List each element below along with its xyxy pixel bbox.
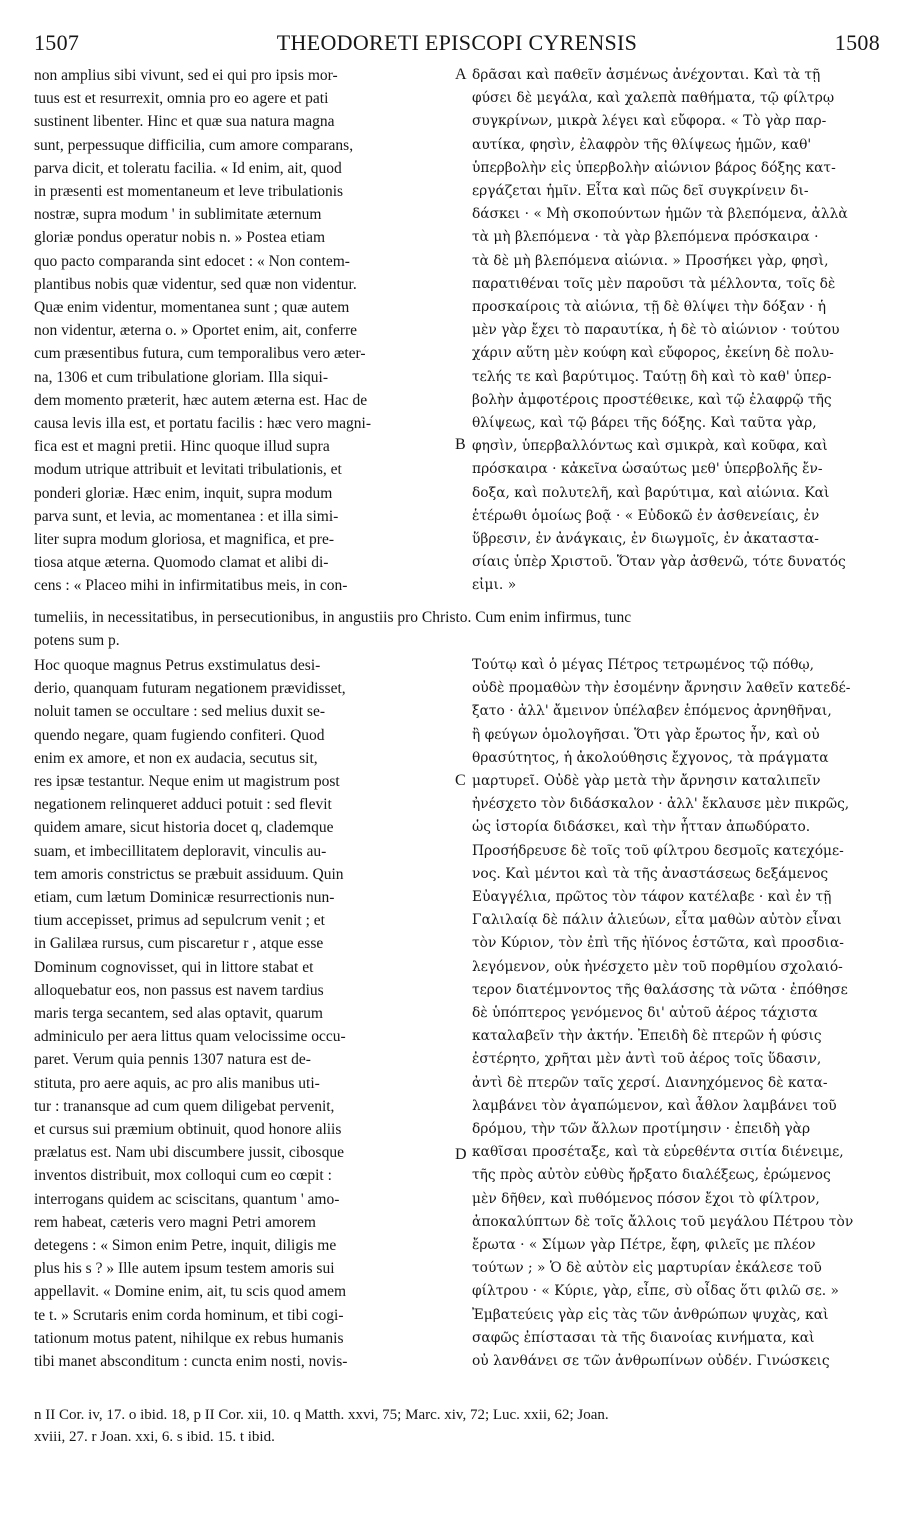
- greek-line: προσκαίροις τὰ αἰώνια, τῇ δὲ θλίψει τὴν δόξαν · ἡ: [472, 299, 827, 316]
- latin-column-bottom: [34, 654, 450, 1373]
- greek-line: αυτίκα, φησὶν, ἐλαφρὸν τῆς θλίψεως ἡμῶν, καθ': [472, 136, 812, 153]
- latin-line: appellavit. « Domine enim, ait, tu scis quod amem: [34, 1283, 347, 1301]
- greek-line: ἀποκαλύπτων δὲ τοῖς ἄλλοις τοῦ μεγάλου Πέτρου τὸν: [472, 1213, 854, 1230]
- greek-line: δοξα, καὶ πολυτελῆ, καὶ βαρύτιμα, καὶ αἰώνια. Καὶ: [472, 484, 830, 501]
- latin-line: stituta, pro aere aquis, ac pro alis manibus uti-: [34, 1074, 320, 1092]
- latin-line: suam, et imbecillitatem deploravit, vinculis au-: [34, 842, 327, 860]
- greek-line: ὡς ἱστορία διδάσκει, καὶ τὴν ἧτταν ἀπωδύρατο.: [472, 819, 811, 836]
- margin-marker-b: B: [455, 436, 466, 453]
- greek-line: μὲν δῆθεν, καὶ πυθόμενος πόσον ἔχοι τὸ φίλτρον,: [472, 1190, 820, 1207]
- footnote-line: n II Cor. iv, 17. o ibid. 18, p II Cor. xii, 10. q Matth. xxvi, 75; Marc. xiv, 72; Luc. xxii, 62; Joan.: [34, 1407, 609, 1423]
- latin-line: te t. » Scrutaris enim corda hominum, et tibi cogi-: [34, 1306, 344, 1324]
- latin-line: tuus est et resurrexit, omnia pro eo agere et pati: [34, 90, 329, 108]
- latin-line: tationum motus patent, nihilque ex rebus humanis: [34, 1329, 344, 1347]
- latin-line: parva dicit, et toleratu facilia. « Id enim, ait, quod: [34, 159, 342, 177]
- latin-line: res ipsæ testantur. Neque enim ut magistrum post: [34, 773, 340, 791]
- latin-line: plantibus nobis quæ videntur, sed quæ non videntur.: [34, 275, 357, 293]
- greek-line: εἰμι. »: [472, 577, 517, 594]
- latin-line: quo pacto comparanda sint edocet : « Non contem-: [34, 252, 350, 270]
- latin-line: noluit tamen se occultare : sed melius duxit se-: [34, 703, 325, 721]
- greek-line: παρατιθέναι τοῖς μὲν παροῦσι τὰ μέλλοντα, τοῖς δὲ: [472, 275, 836, 292]
- latin-line: inventos distribuit, mox colloqui cum eo cœpit :: [34, 1167, 332, 1185]
- greek-line: τούτων ; » Ὁ δὲ αὐτὸν εἰς μαρτυρίαν ἐκάλεσε τοῦ: [472, 1260, 822, 1277]
- greek-line: λαμβάνει τὸν ἀγαπώμενον, καὶ ἆθλον λαμβάνει τοῦ: [472, 1097, 837, 1114]
- greek-line: θρασύτητος, ἡ ἀκολούθησις ἔχγονος, τὰ πράγματα: [472, 749, 829, 766]
- footnote-line: xviii, 27. r Joan. xxi, 6. s ibid. 15. t ibid.: [34, 1429, 275, 1445]
- latin-line: rem habeat, cæteris vero magni Petri amorem: [34, 1213, 316, 1231]
- greek-line: ὑπερβολὴν εἰς ὑπερβολὴν αἰώνιον βάρος δόξης κατ-: [472, 159, 836, 176]
- latin-line: tumeliis, in necessitatibus, in persecutionibus, in angustiis pro Christo. Cum enim infirmus, tunc: [34, 609, 632, 626]
- latin-line: plus his s ? » Ille autem ipsum testem amoris sui: [34, 1260, 335, 1278]
- latin-line: quidem amare, sicut historia docet q, clademque: [34, 819, 334, 837]
- latin-line: parva sunt, et levia, ac momentanea : et illa simi-: [34, 507, 339, 525]
- greek-line: φησὶν, ὑπερβαλλόντως καὶ σμικρὰ, καὶ κοῦφα, καὶ: [472, 438, 828, 455]
- latin-line: negationem relinqueret adduci potuit : sed flevit: [34, 796, 332, 814]
- latin-line: in præsenti est momentaneum et leve tribulationis: [34, 183, 344, 201]
- margin-marker-c: C: [455, 772, 466, 789]
- greek-line: φίλτρου · « Κύριε, γὰρ, εἶπε, σὺ οἶδας ὅτι φιλῶ σε. »: [472, 1283, 839, 1300]
- latin-line: tiosa atque æterna. Quomodo clamat et alibi di-: [34, 554, 329, 572]
- greek-line: καθῖσαι προσέταξε, καὶ τὰ εὑρεθέντα σιτία διένειμε,: [472, 1144, 844, 1161]
- greek-line: ἠνέσχετο τὸν διδάσκαλον · ἀλλ' ἔκλαυσε μὲν πικρῶς,: [472, 796, 850, 813]
- latin-line: detegens : « Simon enim Petre, inquit, diligis me: [34, 1237, 337, 1255]
- greek-line: ξατο · ἀλλ' ἄμεινον ὑπέλαβεν ἑπόμενος ἀρνηθῆναι,: [472, 703, 832, 720]
- greek-column-top: [472, 64, 884, 598]
- greek-line: οὐδὲ προμαθὼν τὴν ἐσομένην ἄρνησιν λαθεῖν κατεδέ-: [472, 680, 851, 697]
- greek-line: τὸν Κύριον, τὸν ἐπὶ τῆς ἠϊόνος ἑστῶτα, καὶ προσδια-: [472, 935, 844, 952]
- greek-line: τελής τε καὶ βαρύτιμος. Ταύτῃ δὴ καὶ τὸ καθ' ὑπερ-: [472, 368, 832, 385]
- greek-line: χάριν αὕτη μὲν κούφη καὶ εὔφορος, ἐκείνη δὲ πολυ-: [472, 345, 834, 362]
- greek-column-bottom: [472, 654, 884, 1373]
- greek-line: συγκρίνων, μικρὰ λέγει καὶ εὔφορα. « Τὸ γὰρ παρ-: [472, 113, 827, 130]
- greek-line: σίαις ὑπὲρ Χριστοῦ. Ὅταν γὰρ ἀσθενῶ, τότε δυνατός: [472, 554, 846, 571]
- latin-line: Dominum cognovisset, qui in littore stabat et: [34, 958, 314, 976]
- greek-line: Γαλιλαίᾳ δὲ πάλιν ἁλιεύων, εἶτα μαθὼν αὐτὸν εἶναι: [472, 912, 842, 929]
- running-header: [34, 30, 880, 60]
- greek-line: ἀντὶ δὲ πτερῶν ταῖς χερσί. Διανηχόμενος δὲ κατα-: [472, 1074, 828, 1091]
- latin-line: nostræ, supra modum ' in sublimitate æternum: [34, 206, 322, 224]
- latin-line: quendo negare, quam fugiendo confiteri. Quod: [34, 726, 325, 744]
- latin-line: maris terga secantem, sed alas optavit, quarum: [34, 1005, 323, 1023]
- greek-line: νος. Καὶ μέντοι καὶ τὰ τῆς ἀναστάσεως δεξάμενος: [472, 865, 829, 882]
- latin-line: tibi manet absconditum : cuncta enim nosti, novis-: [34, 1353, 348, 1371]
- greek-line: σαφῶς ἐπίστασαι τὰ τῆς διανοίας κινήματα, καὶ: [472, 1329, 815, 1346]
- full-width-latin-continuation: [34, 606, 884, 652]
- latin-line: dem momento præterit, hæc autem æterna est. Hac de: [34, 391, 368, 409]
- latin-line: sunt, perpessuque difficilia, cum amore comparans,: [34, 136, 354, 154]
- latin-line: fica est et magni pretii. Hinc quoque illud supra: [34, 438, 330, 456]
- latin-line: Quæ enim videntur, momentanea sunt ; quæ autem: [34, 299, 350, 317]
- greek-line: θλίψεως, καὶ τῷ βάρει τῆς δόξης. Καὶ ταῦτα γὰρ,: [472, 415, 817, 432]
- greek-line: δὲ ὑπόπτερος γενόμενος δι' αὐτοῦ ἀέρος τάχιστα: [472, 1005, 818, 1022]
- running-title: THEODORETI EPISCOPI CYRENSIS: [276, 30, 638, 55]
- greek-line: φύσει δὲ μεγάλα, καὶ χαλεπὰ παθήματα, τῷ φίλτρῳ: [472, 90, 835, 107]
- latin-line: liter supra modum gloriosa, et magnifica, et pre-: [34, 531, 335, 549]
- greek-line: τὰ μὴ βλεπόμενα · τὰ γὰρ βλεπόμενα πρόσκαιρα ·: [472, 229, 819, 246]
- greek-line: δρᾶσαι καὶ παθεῖν ἀσμένως ἀνέχονται. Καὶ τὰ τῇ: [472, 67, 821, 83]
- margin-marker-a: A: [455, 66, 467, 83]
- latin-line: Hoc quoque magnus Petrus exstimulatus desi-: [34, 657, 321, 674]
- latin-line: interrogans quidem ac sciscitans, quantum ' amo-: [34, 1190, 340, 1208]
- latin-line: in Galilæa rursus, cum piscaretur r , atque esse: [34, 935, 324, 953]
- margin-marker-d: D: [455, 1146, 467, 1163]
- latin-line: adminiculo per aera littus quam velocissime occu-: [34, 1028, 346, 1046]
- latin-line: potens sum p.: [34, 632, 120, 650]
- latin-line: ponderi gloriæ. Hæc enim, inquit, supra modum: [34, 484, 333, 502]
- greek-line: ἔρωτα · « Σίμων γὰρ Πέτρε, ἔφη, φιλεῖς με πλέον: [472, 1237, 816, 1254]
- greek-line: Προσήδρευσε δὲ τοῖς τοῦ φίλτρου δεσμοῖς κατεχόμε-: [472, 842, 844, 859]
- greek-line: δρόμου, τὴν τῶν ἄλλων προτίμησιν · ἐπειδὴ γὰρ: [472, 1121, 811, 1138]
- greek-line: ἐστέρητο, χρῆται μὲν ἀντὶ τοῦ ἀέρος τοῖς ὕδασιν,: [472, 1051, 822, 1068]
- latin-line: enim ex amore, et non ex audacia, secutus sit,: [34, 749, 318, 767]
- greek-line: ὕβρεσιν, ἐν ἀνάγκαις, ἐν διωγμοῖς, ἐν ἀκαταστα-: [472, 531, 819, 548]
- greek-line: οὐ λανθάνει σε τῶν ἀνθρωπίνων οὐδέν. Γινώσκεις: [472, 1353, 830, 1370]
- latin-line: cum præsentibus futura, cum temporalibus vero æter-: [34, 345, 366, 363]
- greek-line: μὲν γὰρ ἔχει τὸ παραυτίκα, ἡ δὲ τὸ αἰώνιον · τούτου: [472, 322, 840, 339]
- latin-line: et cursus sui præmium obtinuit, quod honore aliis: [34, 1121, 342, 1139]
- page-number-right: 1508: [834, 30, 880, 55]
- latin-line: tur : tranansque ad cum quem diligebat pervenit,: [34, 1097, 335, 1115]
- latin-line: non amplius sibi vivunt, sed ei qui pro ipsis mor-: [34, 67, 338, 84]
- latin-line: tem amoris constrictus se præbuit assiduum. Quin: [34, 865, 344, 883]
- greek-line: ἑτέρωθι ὁμοίως βοᾷ · « Εὐδοκῶ ἐν ἀσθενείαις, ἐν: [472, 507, 820, 524]
- latin-column-top: [34, 64, 450, 598]
- latin-line: sustinent libenter. Hinc et quæ sua natura magna: [34, 113, 335, 131]
- greek-line: καταλαβεῖν τὴν ἀκτήν. Ἐπειδὴ δὲ πτερῶν ἡ φύσις: [472, 1028, 822, 1045]
- latin-line: gloriæ pondus operatur nobis n. » Postea etiam: [34, 229, 326, 247]
- latin-line: alloquebatur eos, non passus est navem tardius: [34, 981, 324, 999]
- latin-line: causa levis illa est, et portatu facilis : hæc vero magni-: [34, 415, 372, 433]
- greek-line: ἢ φεύγων ὁμολογῆσαι. Ὅτι γὰρ ἔρωτος ἦν, καὶ οὐ: [472, 726, 820, 743]
- latin-line: derio, quanquam futuram negationem prævidisset,: [34, 680, 346, 698]
- latin-line: non videntur, æterna o. » Oportet enim, ait, conferre: [34, 322, 358, 340]
- latin-line: prælatus est. Nam ubi discumbere jussit, cibosque: [34, 1144, 344, 1162]
- greek-line: τῆς πρὸς αὐτὸν εὐθὺς ἤρξατο διαλέξεως, ἐρώμενος: [472, 1167, 831, 1184]
- latin-line: paret. Verum quia pennis 1307 natura est de-: [34, 1051, 311, 1069]
- greek-line: Εὐαγγέλια, πρῶτος τὸν τάφον κατέλαβε · καὶ ἐν τῇ: [472, 889, 832, 906]
- greek-line: πρόσκαιρα · κἀκεῖνα ὡσαύτως μεθ' ὑπερβολῆς ἔν-: [472, 461, 823, 478]
- greek-line: μαρτυρεῖ. Οὐδὲ γὰρ μετὰ τὴν ἄρνησιν καταλιπεῖν: [472, 773, 821, 790]
- page-number-left: 1507: [34, 30, 80, 55]
- latin-line: cens : « Placeo mihi in infirmitatibus meis, in con-: [34, 577, 348, 595]
- greek-line: εργάζεται ἡμῖν. Εἶτα καὶ πῶς δεῖ συγκρίνειν δι-: [472, 183, 809, 200]
- latin-line: modum utrique attribuit et levitati tribulationis, et: [34, 461, 342, 479]
- latin-line: na, 1306 et cum tribulatione gloriam. Illa siqui-: [34, 368, 329, 386]
- greek-line: τὰ δὲ μὴ βλεπόμενα αἰώνια. » Προσήκει γὰρ, φησὶ,: [472, 252, 829, 269]
- greek-line: Ἐμβατεύεις γὰρ εἰς τὰς τῶν ἀνθρώπων ψυχὰς, καὶ: [472, 1306, 829, 1323]
- latin-line: etiam, cum lætum Dominicæ resurrectionis nun-: [34, 889, 335, 907]
- greek-line: λεγόμενον, οὐκ ἠνέσχετο μὲν τοῦ πορθμίου σχολαιό-: [472, 958, 843, 975]
- footnotes: [34, 1404, 884, 1448]
- greek-line: Τούτῳ καὶ ὁ μέγας Πέτρος τετρωμένος τῷ πόθῳ,: [472, 657, 815, 673]
- greek-line: τερον διατέμνοντος τῆς θαλάσσης τὰ νῶτα · ἐπόθησε: [472, 981, 848, 998]
- greek-line: δάσκει · « Μὴ σκοπούντων ἡμῶν τὰ βλεπόμενα, ἀλλὰ: [472, 206, 848, 223]
- greek-line: βολὴν ἀμφοτέροις προστέθεικε, καὶ τῷ ἐλαφρῷ τῆς: [472, 391, 832, 408]
- latin-line: tium accepisset, primus ad sepulcrum venit ; et: [34, 912, 325, 930]
